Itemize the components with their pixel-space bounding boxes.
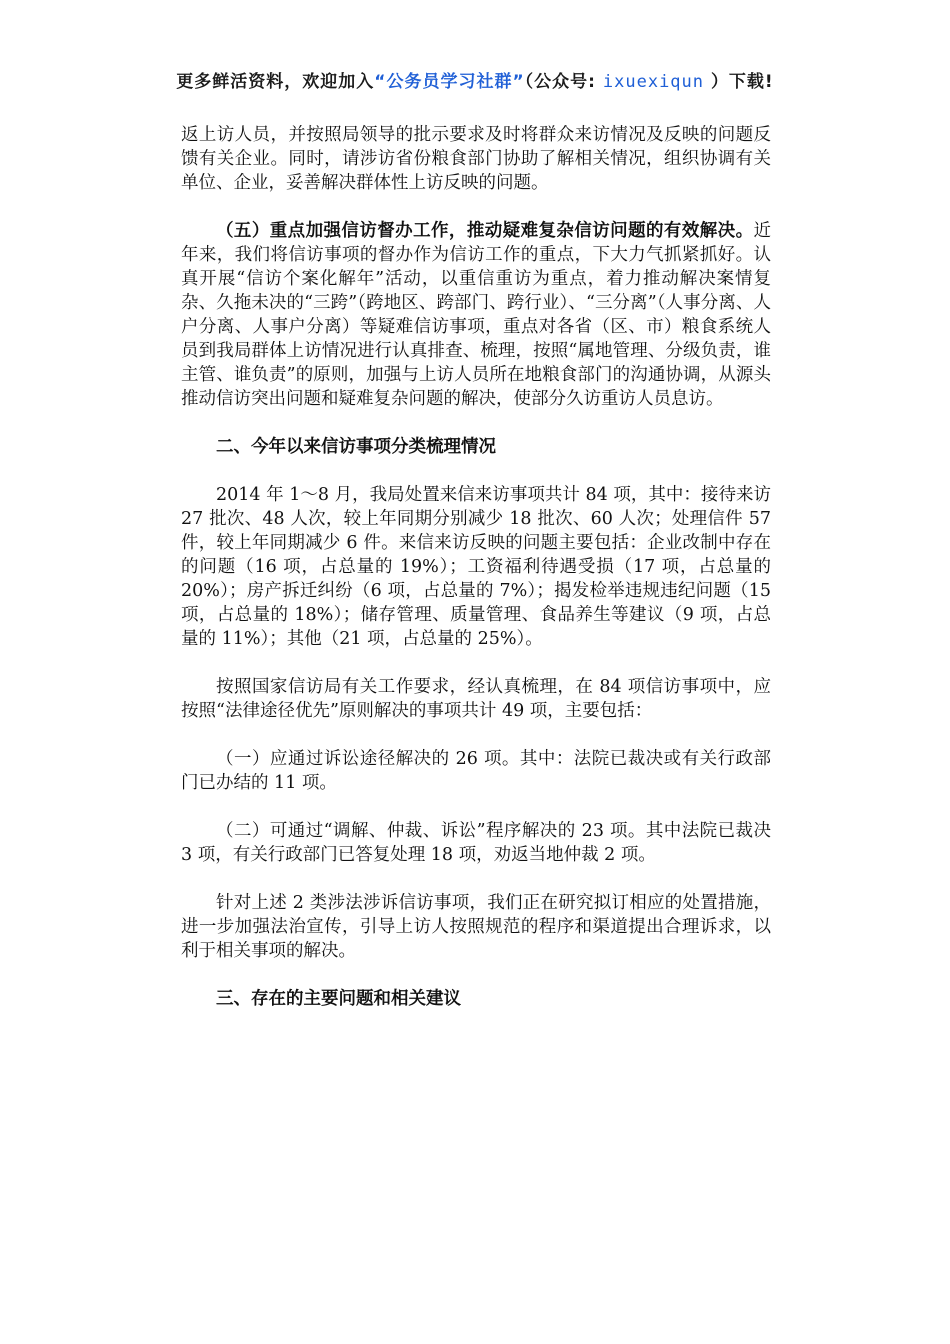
paragraph-measures: 针对上述 2 类涉法涉诉信访事项，我们正在研究拟订相应的处置措施，进一步加强法治宣传，引导上访人按照规范的程序和渠道提出合理诉求，以利于相关事项的解决。 [181,893,771,961]
banner-prefix: 更多鲜活资料，欢迎加入 [176,72,375,92]
heading-section-two: 二、今年以来信访事项分类梳理情况 [216,437,496,457]
paragraph-mediation: （二）可通过“调解、仲裁、诉讼”程序解决的 23 项。其中法院已裁决 3 项，有关行政部门已答复处理 18 项，劝返当地仲裁 2 项。 [181,821,771,865]
banner-group-name: “公务员学习社群” [374,72,525,92]
document-body [181,123,771,1035]
heading-section-three: 三、存在的主要问题和相关建议 [216,989,461,1009]
section-five-text: 近年来，我们将信访事项的督办作为信访工作的重点，下大力气抓紧抓好。认真开展“信访个案化解年”活动，以重信重访为重点，着力推动解决案情复杂、久拖未决的“三跨”（跨地区、跨部门、跨行业）、“三分离”（人事分离、人户分离、人事户分离）等疑难信访事项，重点对各省（区、市）粮食系统人员到我局群体上访情况进行认真排查、梳理，按照“属地管理、分级负责，谁主管、谁负责”的原则，加强与上访人员所在地粮食部门的沟通协调，从源头推动信访突出问题和疑难复杂问题的解决，使部分久访重访人员息访。 [181,221,771,409]
paragraph-litigation: （一）应通过诉讼途径解决的 26 项。其中：法院已裁决或有关行政部门已办结的 11 项。 [181,749,771,793]
banner-suffix: ）下载! [710,72,774,92]
paragraph-continuation: 返上访人员，并按照局领导的批示要求及时将群众来访情况及反映的问题反馈有关企业。同时，请涉访省份粮食部门协助了解相关情况，组织协调有关单位、企业，妥善解决群体性上访反映的问题。 [181,125,771,193]
paragraph-statistics: 2014 年 1～8 月，我局处置来信来访事项共计 84 项，其中：接待来访 27 批次、48 人次，较上年同期分别减少 18 批次、60 人次；处理信件 57 件，较上年同期减少 6 件。来信来访反映的问题主要包括：企业改制中存在的问题（16 项，占总量的 19%）；工资福利待遇受损（17 项，占总量的 20%）；房产拆迁纠纷（6 项，占总量的 7%）；揭发检举违规违纪问题（15 项，占总量的 18%）；储存管理、质量管理、食品养生等建议（9 项，占总量的 11%）；其他（21 项，占总量的 25%）。 [181,485,771,649]
banner-account-id: ixuexiqun [602,72,705,92]
section-five-heading: （五）重点加强信访督办工作，推动疑难复杂信访问题的有效解决。 [216,221,754,241]
paragraph-legal-priority: 按照国家信访局有关工作要求，经认真梳理，在 84 项信访事项中，应按照“法律途径优先”原则解决的事项共计 49 项，主要包括： [181,677,771,721]
banner-account-label: （公众号: [524,72,596,92]
promo-banner [0,67,950,92]
paragraph-section-five [181,219,771,411]
